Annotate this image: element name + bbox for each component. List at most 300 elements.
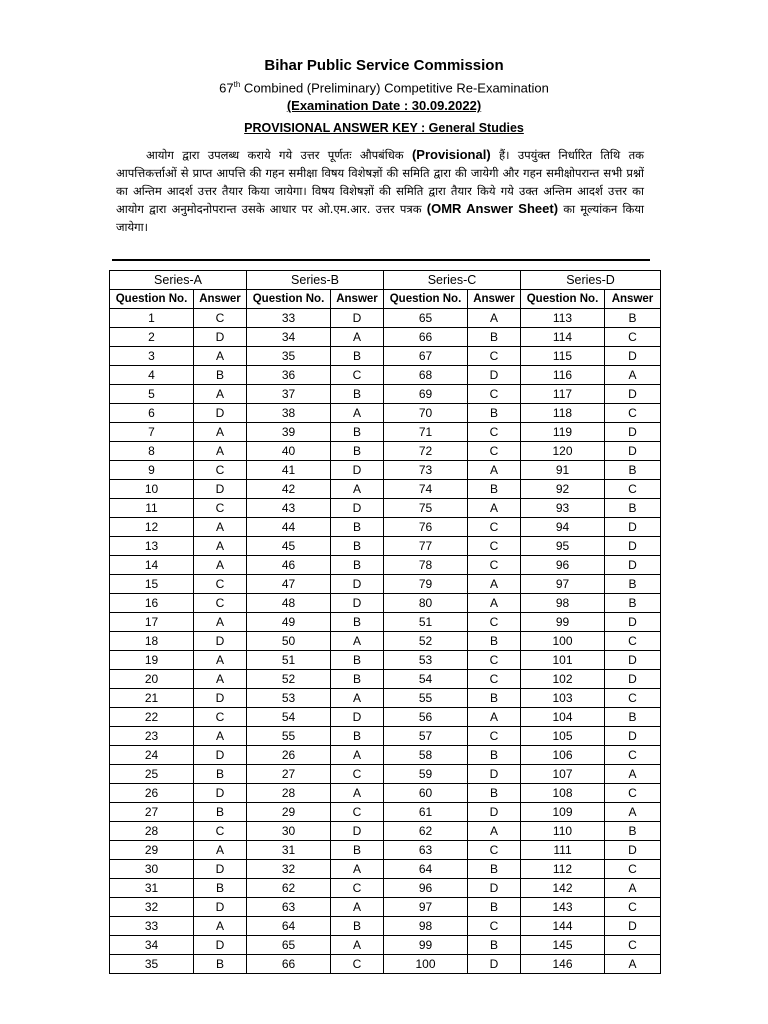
answer-cell: A	[331, 898, 384, 917]
question-no-cell: 144	[521, 917, 605, 936]
question-no-cell: 55	[384, 689, 468, 708]
question-no-cell: 27	[110, 803, 194, 822]
answer-cell: A	[194, 727, 247, 746]
answer-cell: A	[194, 651, 247, 670]
table-row	[110, 841, 661, 860]
answer-cell: D	[194, 898, 247, 917]
table-row	[110, 347, 661, 366]
answer-cell: B	[331, 385, 384, 404]
question-no-cell: 34	[247, 328, 331, 347]
answer-cell: A	[331, 328, 384, 347]
table-row	[110, 746, 661, 765]
table-row	[110, 461, 661, 480]
question-no-cell: 62	[384, 822, 468, 841]
question-no-cell: 33	[247, 309, 331, 328]
answer-cell: D	[605, 917, 661, 936]
answer-cell: A	[194, 442, 247, 461]
answer-cell: C	[468, 556, 521, 575]
table-row	[110, 917, 661, 936]
answer-cell: B	[605, 575, 661, 594]
answer-cell: A	[331, 689, 384, 708]
question-no-cell: 99	[384, 936, 468, 955]
answer-cell: C	[605, 480, 661, 499]
answer-cell: C	[194, 575, 247, 594]
answer-cell: C	[194, 594, 247, 613]
answer-cell: A	[468, 309, 521, 328]
answer-cell: C	[468, 518, 521, 537]
answer-cell: D	[331, 309, 384, 328]
answer-cell: A	[331, 746, 384, 765]
question-no-cell: 53	[247, 689, 331, 708]
question-no-cell: 32	[110, 898, 194, 917]
answer-key-title: PROVISIONAL ANSWER KEY : General Studies	[244, 121, 524, 135]
answer-cell: B	[605, 822, 661, 841]
question-no-cell: 43	[247, 499, 331, 518]
question-no-cell: 70	[384, 404, 468, 423]
answer-cell: C	[605, 404, 661, 423]
answer-cell: B	[331, 670, 384, 689]
question-no-cell: 50	[247, 632, 331, 651]
answer-cell: C	[194, 822, 247, 841]
question-no-cell: 19	[110, 651, 194, 670]
answer-cell: B	[605, 309, 661, 328]
question-no-cell: 96	[521, 556, 605, 575]
table-row	[110, 575, 661, 594]
question-no-cell: 96	[384, 879, 468, 898]
table-row	[110, 708, 661, 727]
answer-cell: C	[468, 537, 521, 556]
answer-cell: C	[331, 765, 384, 784]
question-no-cell: 9	[110, 461, 194, 480]
question-no-cell: 67	[384, 347, 468, 366]
answer-cell: D	[468, 366, 521, 385]
question-no-cell: 41	[247, 461, 331, 480]
answer-cell: D	[331, 708, 384, 727]
question-no-cell: 110	[521, 822, 605, 841]
answer-cell: A	[468, 499, 521, 518]
answer-cell: C	[331, 955, 384, 974]
answer-header: Answer	[468, 290, 521, 309]
table-row	[110, 480, 661, 499]
answer-cell: B	[194, 366, 247, 385]
exam-number: 67	[219, 80, 234, 96]
table-row	[110, 860, 661, 879]
answer-cell: D	[468, 765, 521, 784]
answer-cell: B	[194, 955, 247, 974]
question-no-cell: 106	[521, 746, 605, 765]
table-row	[110, 936, 661, 955]
question-no-cell: 61	[384, 803, 468, 822]
question-no-cell: 107	[521, 765, 605, 784]
answer-cell: D	[194, 480, 247, 499]
question-no-cell: 47	[247, 575, 331, 594]
answer-cell: B	[468, 784, 521, 803]
answer-cell: A	[605, 366, 661, 385]
answer-header: Answer	[605, 290, 661, 309]
answer-cell: B	[331, 537, 384, 556]
answer-cell: B	[468, 746, 521, 765]
answer-cell: C	[468, 442, 521, 461]
question-no-header: Question No.	[110, 290, 194, 309]
answer-cell: B	[331, 651, 384, 670]
question-no-cell: 49	[247, 613, 331, 632]
answer-key-body	[110, 309, 661, 974]
question-no-cell: 111	[521, 841, 605, 860]
answer-cell: D	[331, 461, 384, 480]
table-row	[110, 613, 661, 632]
answer-cell: A	[605, 765, 661, 784]
table-row	[110, 499, 661, 518]
answer-cell: A	[605, 803, 661, 822]
answer-cell: C	[468, 727, 521, 746]
answer-cell: C	[331, 803, 384, 822]
answer-cell: C	[605, 784, 661, 803]
answer-cell: C	[468, 613, 521, 632]
question-no-cell: 66	[247, 955, 331, 974]
question-no-cell: 60	[384, 784, 468, 803]
question-no-cell: 3	[110, 347, 194, 366]
question-no-cell: 146	[521, 955, 605, 974]
answer-cell: B	[331, 727, 384, 746]
answer-cell: A	[331, 480, 384, 499]
question-no-cell: 12	[110, 518, 194, 537]
answer-cell: A	[331, 632, 384, 651]
answer-cell: D	[605, 423, 661, 442]
question-no-cell: 30	[110, 860, 194, 879]
table-row	[110, 670, 661, 689]
series-header-row	[110, 271, 661, 290]
question-no-cell: 114	[521, 328, 605, 347]
table-row	[110, 765, 661, 784]
question-no-cell: 65	[384, 309, 468, 328]
question-no-cell: 52	[247, 670, 331, 689]
question-no-cell: 39	[247, 423, 331, 442]
question-no-cell: 34	[110, 936, 194, 955]
answer-cell: C	[605, 860, 661, 879]
answer-cell: C	[468, 670, 521, 689]
question-no-cell: 53	[384, 651, 468, 670]
question-no-cell: 68	[384, 366, 468, 385]
question-no-cell: 55	[247, 727, 331, 746]
question-no-cell: 104	[521, 708, 605, 727]
answer-cell: A	[468, 594, 521, 613]
notice-omr: (OMR Answer Sheet)	[426, 201, 559, 216]
question-no-cell: 69	[384, 385, 468, 404]
question-no-cell: 116	[521, 366, 605, 385]
notice-part-2: हैं। उपयुंक्त निर्धारित तिथि तक आपत्तिकर्त्ताओं से प्राप्त आपत्ति की गहन समीक्षा विषय विशेषज्ञों की समिति द्वारा की जायेगी और गहन समीक्षोपरान्त सभी प्रश्नों का अन्तिम आदर्श उत्तर तैयार किया जायेगा। विषय विशेषज्ञों की समिति द्वारा तैयार किये गये उक्त अन्तिम आदर्श उत्तर का आयोग द्वारा अनुमोदनोपरान्त उसके आधार पर ओ.एम.आर. उत्तर पत्रक	[116, 148, 644, 216]
question-no-cell: 75	[384, 499, 468, 518]
answer-cell: D	[605, 385, 661, 404]
answer-cell: C	[194, 708, 247, 727]
question-no-cell: 40	[247, 442, 331, 461]
question-no-header: Question No.	[247, 290, 331, 309]
question-no-cell: 113	[521, 309, 605, 328]
question-no-cell: 63	[247, 898, 331, 917]
question-no-cell: 59	[384, 765, 468, 784]
answer-cell: C	[468, 917, 521, 936]
question-no-cell: 18	[110, 632, 194, 651]
question-no-cell: 27	[247, 765, 331, 784]
question-no-cell: 109	[521, 803, 605, 822]
answer-cell: D	[194, 328, 247, 347]
answer-cell: B	[468, 480, 521, 499]
organization-title: Bihar Public Service Commission	[264, 57, 504, 74]
question-no-cell: 14	[110, 556, 194, 575]
answer-cell: D	[605, 651, 661, 670]
question-no-cell: 112	[521, 860, 605, 879]
question-no-cell: 100	[521, 632, 605, 651]
question-no-cell: 11	[110, 499, 194, 518]
table-row	[110, 328, 661, 347]
series-d-header: Series-D	[521, 271, 661, 290]
question-no-cell: 33	[110, 917, 194, 936]
answer-cell: C	[194, 499, 247, 518]
question-no-cell: 92	[521, 480, 605, 499]
answer-cell: B	[331, 613, 384, 632]
answer-cell: A	[194, 518, 247, 537]
answer-cell: B	[194, 765, 247, 784]
answer-cell: D	[194, 632, 247, 651]
table-row	[110, 651, 661, 670]
notice-part-1: आयोग द्वारा उपलब्ध कराये गये उत्तर पूर्णतः औपबंधिक	[146, 148, 412, 162]
notice-provisional: (Provisional)	[411, 147, 491, 162]
question-no-cell: 13	[110, 537, 194, 556]
series-c-header: Series-C	[384, 271, 521, 290]
question-no-cell: 5	[110, 385, 194, 404]
question-no-cell: 58	[384, 746, 468, 765]
question-no-cell: 76	[384, 518, 468, 537]
answer-cell: A	[194, 917, 247, 936]
answer-cell: C	[605, 898, 661, 917]
question-no-cell: 24	[110, 746, 194, 765]
answer-cell: B	[468, 898, 521, 917]
answer-cell: D	[468, 803, 521, 822]
answer-cell: B	[605, 708, 661, 727]
question-no-cell: 64	[247, 917, 331, 936]
answer-cell: D	[605, 556, 661, 575]
question-no-cell: 98	[384, 917, 468, 936]
answer-key-table	[109, 270, 661, 974]
question-no-header: Question No.	[384, 290, 468, 309]
question-no-cell: 65	[247, 936, 331, 955]
divider-line	[112, 259, 650, 261]
table-row	[110, 955, 661, 974]
question-no-cell: 46	[247, 556, 331, 575]
question-no-cell: 64	[384, 860, 468, 879]
question-no-cell: 97	[384, 898, 468, 917]
table-row	[110, 727, 661, 746]
question-no-cell: 71	[384, 423, 468, 442]
answer-cell: A	[468, 822, 521, 841]
answer-cell: A	[194, 385, 247, 404]
question-no-cell: 117	[521, 385, 605, 404]
table-row	[110, 879, 661, 898]
answer-cell: A	[194, 537, 247, 556]
answer-cell: A	[331, 936, 384, 955]
question-no-cell: 63	[384, 841, 468, 860]
answer-cell: B	[468, 328, 521, 347]
question-no-cell: 44	[247, 518, 331, 537]
answer-cell: A	[605, 955, 661, 974]
question-no-cell: 21	[110, 689, 194, 708]
answer-cell: B	[331, 423, 384, 442]
table-row	[110, 556, 661, 575]
answer-cell: B	[331, 917, 384, 936]
answer-cell: B	[468, 689, 521, 708]
question-no-cell: 115	[521, 347, 605, 366]
answer-cell: A	[605, 879, 661, 898]
question-no-cell: 100	[384, 955, 468, 974]
question-no-cell: 57	[384, 727, 468, 746]
answer-cell: C	[194, 309, 247, 328]
answer-cell: B	[331, 556, 384, 575]
answer-cell: D	[331, 594, 384, 613]
question-no-cell: 28	[110, 822, 194, 841]
question-no-cell: 7	[110, 423, 194, 442]
answer-cell: D	[605, 347, 661, 366]
answer-cell: C	[194, 461, 247, 480]
question-no-cell: 78	[384, 556, 468, 575]
question-no-cell: 29	[247, 803, 331, 822]
answer-cell: D	[605, 518, 661, 537]
table-row	[110, 594, 661, 613]
question-no-cell: 20	[110, 670, 194, 689]
table-row	[110, 423, 661, 442]
question-no-cell: 22	[110, 708, 194, 727]
question-no-cell: 120	[521, 442, 605, 461]
exam-date: (Examination Date : 30.09.2022)	[286, 98, 482, 114]
question-no-cell: 73	[384, 461, 468, 480]
answer-cell: A	[194, 670, 247, 689]
question-no-cell: 35	[247, 347, 331, 366]
question-no-cell: 80	[384, 594, 468, 613]
answer-cell: D	[331, 499, 384, 518]
question-no-cell: 48	[247, 594, 331, 613]
answer-cell: A	[194, 423, 247, 442]
answer-cell: B	[194, 803, 247, 822]
answer-cell: B	[605, 594, 661, 613]
question-no-cell: 8	[110, 442, 194, 461]
question-no-cell: 66	[384, 328, 468, 347]
question-no-cell: 72	[384, 442, 468, 461]
question-no-cell: 98	[521, 594, 605, 613]
answer-cell: C	[468, 385, 521, 404]
question-no-cell: 102	[521, 670, 605, 689]
exam-number-suffix: th	[233, 80, 241, 89]
question-no-cell: 52	[384, 632, 468, 651]
answer-cell: D	[605, 442, 661, 461]
question-no-cell: 16	[110, 594, 194, 613]
answer-cell: A	[194, 556, 247, 575]
column-header-row	[110, 290, 661, 309]
question-no-cell: 28	[247, 784, 331, 803]
answer-cell: A	[194, 347, 247, 366]
question-no-cell: 17	[110, 613, 194, 632]
question-no-cell: 108	[521, 784, 605, 803]
question-no-cell: 54	[384, 670, 468, 689]
question-no-cell: 35	[110, 955, 194, 974]
answer-cell: C	[605, 746, 661, 765]
question-no-cell: 26	[110, 784, 194, 803]
answer-cell: C	[468, 347, 521, 366]
table-row	[110, 404, 661, 423]
answer-cell: D	[605, 670, 661, 689]
question-no-cell: 103	[521, 689, 605, 708]
question-no-cell: 77	[384, 537, 468, 556]
notice-part-3: का मूल्यांकन किया जायेगा।	[116, 202, 644, 234]
answer-cell: B	[468, 936, 521, 955]
question-no-cell: 142	[521, 879, 605, 898]
answer-cell: A	[331, 860, 384, 879]
answer-cell: B	[468, 632, 521, 651]
question-no-cell: 54	[247, 708, 331, 727]
question-no-cell: 62	[247, 879, 331, 898]
answer-cell: D	[194, 404, 247, 423]
notice-paragraph	[116, 146, 644, 236]
answer-cell: D	[605, 841, 661, 860]
answer-cell: C	[468, 423, 521, 442]
question-no-cell: 143	[521, 898, 605, 917]
answer-cell: A	[331, 404, 384, 423]
table-row	[110, 898, 661, 917]
answer-cell: A	[468, 461, 521, 480]
question-no-cell: 30	[247, 822, 331, 841]
table-row	[110, 442, 661, 461]
question-no-cell: 97	[521, 575, 605, 594]
answer-cell: C	[605, 632, 661, 651]
question-no-cell: 56	[384, 708, 468, 727]
question-no-cell: 2	[110, 328, 194, 347]
question-no-cell: 91	[521, 461, 605, 480]
answer-cell: A	[331, 784, 384, 803]
answer-cell: C	[331, 366, 384, 385]
answer-cell: C	[468, 841, 521, 860]
table-row	[110, 632, 661, 651]
question-no-cell: 4	[110, 366, 194, 385]
answer-cell: B	[331, 442, 384, 461]
answer-cell: D	[194, 860, 247, 879]
answer-header: Answer	[194, 290, 247, 309]
question-no-cell: 36	[247, 366, 331, 385]
question-no-cell: 25	[110, 765, 194, 784]
question-no-cell: 29	[110, 841, 194, 860]
answer-cell: C	[605, 328, 661, 347]
question-no-cell: 99	[521, 613, 605, 632]
question-no-cell: 95	[521, 537, 605, 556]
answer-cell: A	[194, 613, 247, 632]
answer-cell: D	[468, 879, 521, 898]
answer-cell: B	[605, 461, 661, 480]
exam-name	[0, 76, 768, 97]
question-no-cell: 105	[521, 727, 605, 746]
question-no-cell: 51	[247, 651, 331, 670]
question-no-cell: 31	[247, 841, 331, 860]
answer-cell: C	[605, 689, 661, 708]
table-row	[110, 366, 661, 385]
answer-cell: D	[331, 575, 384, 594]
table-row	[110, 803, 661, 822]
question-no-cell: 42	[247, 480, 331, 499]
question-no-cell: 145	[521, 936, 605, 955]
answer-cell: B	[331, 518, 384, 537]
question-no-cell: 26	[247, 746, 331, 765]
answer-cell: B	[468, 860, 521, 879]
question-no-header: Question No.	[521, 290, 605, 309]
answer-cell: B	[605, 499, 661, 518]
table-row	[110, 537, 661, 556]
document-header	[0, 56, 768, 115]
table-row	[110, 689, 661, 708]
